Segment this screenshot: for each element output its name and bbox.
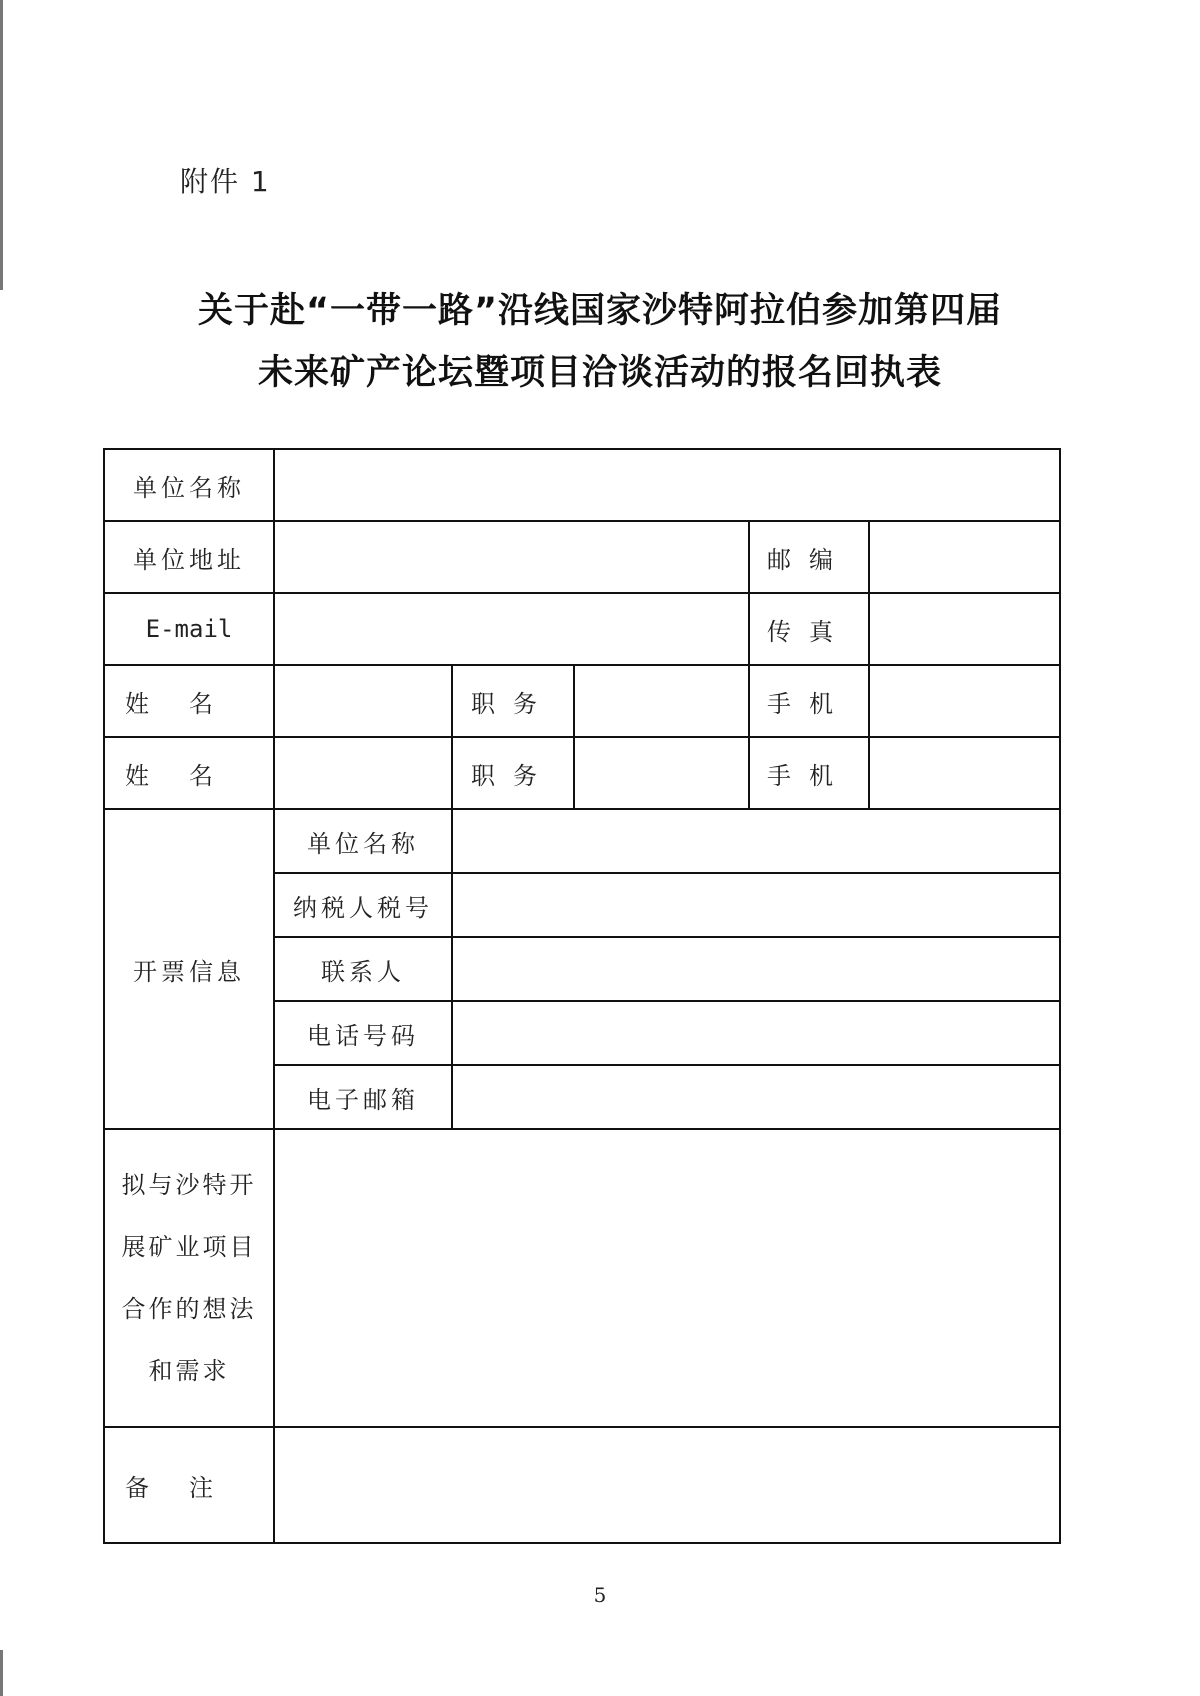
invoice-unit-name-label: 单位名称 (274, 809, 452, 873)
name-field-1[interactable] (274, 665, 452, 737)
mobile-field-1[interactable] (869, 665, 1060, 737)
postcode-field[interactable] (869, 521, 1060, 593)
position-label-2: 职务 (452, 737, 574, 809)
mobile-field-2[interactable] (869, 737, 1060, 809)
scan-edge-mark (0, 1650, 3, 1696)
cooperation-ideas-label (104, 1129, 274, 1427)
unit-address-label: 单位地址 (104, 521, 274, 593)
fax-label: 传真 (749, 593, 869, 665)
remarks-label: 备注 (104, 1427, 274, 1543)
invoice-phone-field[interactable] (452, 1001, 1060, 1065)
row-contact-1 (104, 665, 1060, 737)
name-label-1: 姓名 (104, 665, 274, 737)
invoice-tax-id-field[interactable] (452, 873, 1060, 937)
document-title-line-1: 关于赴“一带一路”沿线国家沙特阿拉伯参加第四届 (197, 291, 1002, 331)
fax-field[interactable] (869, 593, 1060, 665)
cooperation-ideas-line: 合作的想法 (121, 1295, 257, 1323)
remarks-field[interactable] (274, 1427, 1060, 1543)
attachment-label: 附件 1 (180, 165, 271, 198)
invoice-email-label: 电子邮箱 (274, 1065, 452, 1129)
cooperation-ideas-line: 和需求 (148, 1357, 230, 1385)
invoice-contact-field[interactable] (452, 937, 1060, 1001)
row-email (104, 593, 1060, 665)
scan-edge-mark (0, 0, 3, 290)
cooperation-ideas-line: 展矿业项目 (121, 1233, 257, 1261)
postcode-label: 邮编 (749, 521, 869, 593)
mobile-label-1: 手机 (749, 665, 869, 737)
invoice-tax-id-label: 纳税人税号 (274, 873, 452, 937)
row-unit-address (104, 521, 1060, 593)
name-field-2[interactable] (274, 737, 452, 809)
invoice-email-field[interactable] (452, 1065, 1060, 1129)
email-label: E-mail (104, 593, 274, 665)
unit-name-field[interactable] (274, 449, 1060, 521)
invoice-unit-name-field[interactable] (452, 809, 1060, 873)
cooperation-ideas-line: 拟与沙特开 (121, 1171, 257, 1199)
row-unit-name (104, 449, 1060, 521)
unit-name-label: 单位名称 (104, 449, 274, 521)
registration-form-table (103, 448, 1061, 1544)
position-field-1[interactable] (574, 665, 749, 737)
position-field-2[interactable] (574, 737, 749, 809)
invoice-phone-label: 电话号码 (274, 1001, 452, 1065)
email-field[interactable] (274, 593, 749, 665)
invoice-contact-label: 联系人 (274, 937, 452, 1001)
name-label-2: 姓名 (104, 737, 274, 809)
cooperation-ideas-field[interactable] (274, 1129, 1060, 1427)
document-title-line-2: 未来矿产论坛暨项目洽谈活动的报名回执表 (257, 353, 942, 393)
position-label-1: 职务 (452, 665, 574, 737)
unit-address-field[interactable] (274, 521, 749, 593)
row-remarks (104, 1427, 1060, 1543)
mobile-label-2: 手机 (749, 737, 869, 809)
row-contact-2 (104, 737, 1060, 809)
page-number: 5 (593, 1583, 607, 1607)
invoice-info-label: 开票信息 (104, 809, 274, 1129)
row-invoice-unit-name (104, 809, 1060, 873)
row-cooperation-ideas (104, 1129, 1060, 1427)
